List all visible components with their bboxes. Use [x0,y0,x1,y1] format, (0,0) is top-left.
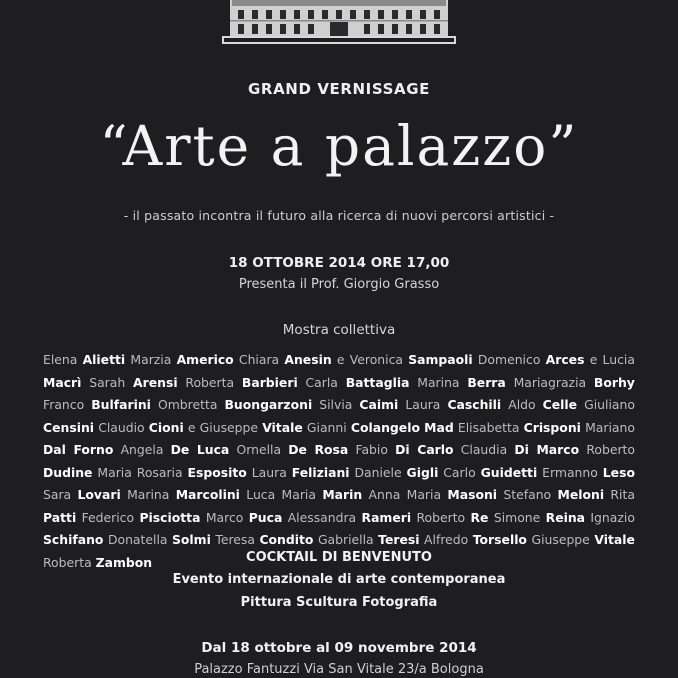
artist-entry [355,442,453,457]
artist-first-name: Mariagrazia [513,374,587,390]
artist-first-name: Anna Maria [368,487,442,502]
artist-first-name: Ermanno [542,464,598,480]
artist-entry [43,487,121,502]
event-title: “Arte a palazzo” [99,114,579,178]
artist-first-name: Claudio [98,419,145,435]
artist-entry [503,487,604,502]
artist-entry [531,532,634,547]
artist-entry [458,420,581,435]
artist-first-name: Gianni [306,419,347,435]
artist-entry [318,532,420,547]
artist-entry [319,397,398,412]
artist-entry [508,397,577,412]
artist-first-name: Marco [205,509,244,525]
artist-last-name: Crisponi [523,419,581,435]
artist-first-name: Stefano [503,487,552,502]
artist-entry [43,352,125,367]
artist-list [43,349,635,574]
artist-first-name: Elena [43,352,78,367]
event-disciplines: Pittura Scultura Fotografia [240,595,438,610]
artist-entry [158,397,312,412]
exhibition-label: Mostra collettiva [282,322,396,338]
artist-first-name: Laura [251,464,287,480]
artist-first-name: Luca Maria [246,487,316,502]
artist-last-name: Censini [43,419,95,435]
artist-last-name: Arces [545,352,585,367]
artist-first-name: Daniele [354,464,402,480]
artist-first-name: e Giuseppe [187,419,259,435]
artist-first-name: Rita [610,487,635,502]
artist-last-name: Di Marco [514,442,580,457]
artist-last-name: Cioni [148,419,184,435]
artist-entry [239,352,332,367]
artist-last-name: Vitale [262,419,303,435]
artist-first-name: Silvia [319,397,353,412]
artist-first-name: Alfredo [424,532,469,547]
artist-entry [127,487,240,502]
artist-first-name: Ombretta [157,397,218,412]
artist-last-name: Barbieri [241,374,298,390]
artist-entry [188,420,303,435]
artist-last-name: Marin [322,487,363,502]
artist-entry [288,510,411,525]
artist-last-name: Buongarzoni [224,397,313,412]
artist-entry [206,510,282,525]
artist-first-name: Ornella [236,442,282,457]
artist-last-name: Pisciotta [139,509,201,525]
artist-last-name: Patti [43,509,77,525]
artist-last-name: De Rosa [288,442,349,457]
artist-first-name: Ignazio [590,509,635,525]
artist-first-name: Federico [81,509,135,525]
artist-first-name: Laura [405,397,441,412]
artist-first-name: Chiara [238,352,280,367]
event-date: 18 OTTOBRE 2014 ORE 17,00 [228,255,450,271]
artist-last-name: Zambon [95,554,153,570]
artist-last-name: Marcolini [175,487,240,502]
artist-last-name: Bulfarini [91,397,151,412]
artist-last-name: Feliziani [291,464,350,480]
event-tagline: - il passato incontra il futuro alla ricerca di nuovi percorsi artistici - [123,208,555,223]
artist-first-name: Angela [120,442,164,457]
artist-first-name: Roberta [185,374,235,390]
palazzo-illustration [222,0,456,46]
artist-entry [417,375,506,390]
artist-last-name: Dudine [43,464,93,480]
artist-last-name: Schifano [43,532,104,547]
artist-first-name: Maria Rosaria [97,464,183,480]
artist-last-name: Esposito [187,464,247,480]
artist-entry [405,397,501,412]
artist-last-name: De Luca [170,442,230,457]
artist-first-name: Teresa [215,532,255,547]
artist-last-name: Masoni [447,487,498,502]
artist-entry [354,465,438,480]
artist-first-name: Fabio [355,442,388,457]
artist-last-name: Borhy [593,374,635,390]
artist-last-name: Teresi [378,532,420,547]
artist-first-name: Claudia [460,442,508,457]
artist-first-name: e Veronica [336,352,403,367]
artist-entry [246,487,362,502]
artist-last-name: Dal Forno [43,442,114,457]
artist-last-name: Macrì [43,374,82,390]
artist-entry [130,352,233,367]
artist-entry [337,352,473,367]
event-presenter: Presenta il Prof. Giorgio Grasso [238,277,440,292]
artist-last-name: Solmi [172,532,211,547]
artist-first-name: Alessandra [287,509,357,525]
artist-last-name: Re [470,509,489,525]
artist-last-name: Guidetti [480,464,538,480]
artist-entry [478,352,585,367]
artist-last-name: Colangelo [350,419,420,435]
artist-entry [416,510,488,525]
artist-entry [252,465,350,480]
artist-entry [215,532,313,547]
artist-last-name: Rameri [361,509,412,525]
artist-first-name: e Lucia [589,352,635,367]
artist-first-name: Roberta [43,554,92,570]
artist-first-name: Simone [493,509,541,525]
artist-last-name: Reina [545,509,586,525]
artist-last-name: Condito [259,532,314,547]
artist-last-name: Di Carlo [395,442,454,457]
artist-last-name: Puca [248,509,283,525]
artist-last-name: Caschili [447,397,502,412]
artist-last-name: Caimi [359,397,399,412]
artist-entry [542,465,635,480]
event-description: Evento internazionale di arte contemporanea [172,572,506,587]
artist-first-name: Aldo [508,397,536,412]
artist-last-name: Americo [176,352,234,367]
artist-last-name: Meloni [557,487,605,502]
artist-last-name: Mad [424,419,454,435]
artist-first-name: Carlo [443,464,476,480]
artist-last-name: Arensi [133,374,178,390]
artist-entry [82,510,201,525]
artist-entry [306,375,410,390]
artist-entry [236,442,348,457]
artist-last-name: Sampaoli [408,352,473,367]
artist-entry [369,487,498,502]
artist-entry [98,420,184,435]
artist-entry [121,442,230,457]
artist-first-name: Domenico [477,352,541,367]
artist-entry [43,397,151,412]
artist-first-name: Franco [43,397,85,412]
venue-address: Palazzo Fantuzzi Via San Vitale 23/a Bologna [194,662,484,677]
artist-entry [424,532,527,547]
artist-last-name: Alietti [82,352,126,367]
artist-first-name: Sarah [89,374,126,390]
artist-first-name: Mariano [585,419,635,435]
artist-last-name: Anesin [284,352,332,367]
artist-entry [443,465,537,480]
artist-entry [185,375,297,390]
artist-first-name: Donatella [107,532,168,547]
artist-first-name: Marina [127,487,170,502]
artist-first-name: Elisabetta [457,419,520,435]
artist-last-name: Battaglia [345,374,410,390]
exhibition-dates: Dal 18 ottobre al 09 novembre 2014 [201,640,477,656]
artist-entry [307,420,420,435]
artist-entry [494,510,585,525]
cocktail-label: COCKTAIL DI BENVENUTO [246,550,432,565]
artist-last-name: Gigli [406,464,439,480]
artist-last-name: Torsello [472,532,527,547]
artist-entry [424,420,454,435]
artist-last-name: Celle [542,397,578,412]
artist-last-name: Leso [602,464,635,480]
artist-first-name: Roberto [586,442,635,457]
artist-first-name: Roberto [416,509,466,525]
artist-first-name: Marina [417,374,460,390]
artist-entry [89,375,177,390]
artist-first-name: Sara [43,487,72,502]
artist-first-name: Marzia [130,352,172,367]
artist-first-name: Gabriella [317,532,374,547]
artist-entry [97,465,246,480]
artist-first-name: Carla [305,374,338,390]
artist-entry [108,532,211,547]
artist-last-name: Vitale [594,532,635,547]
artist-entry [461,442,579,457]
artist-last-name: Lovari [77,487,121,502]
artist-first-name: Giuseppe [531,532,590,547]
event-kicker: GRAND VERNISSAGE [248,80,430,98]
artist-last-name: Berra [467,374,506,390]
artist-first-name: Giuliano [584,397,635,412]
artist-entry [514,375,635,390]
